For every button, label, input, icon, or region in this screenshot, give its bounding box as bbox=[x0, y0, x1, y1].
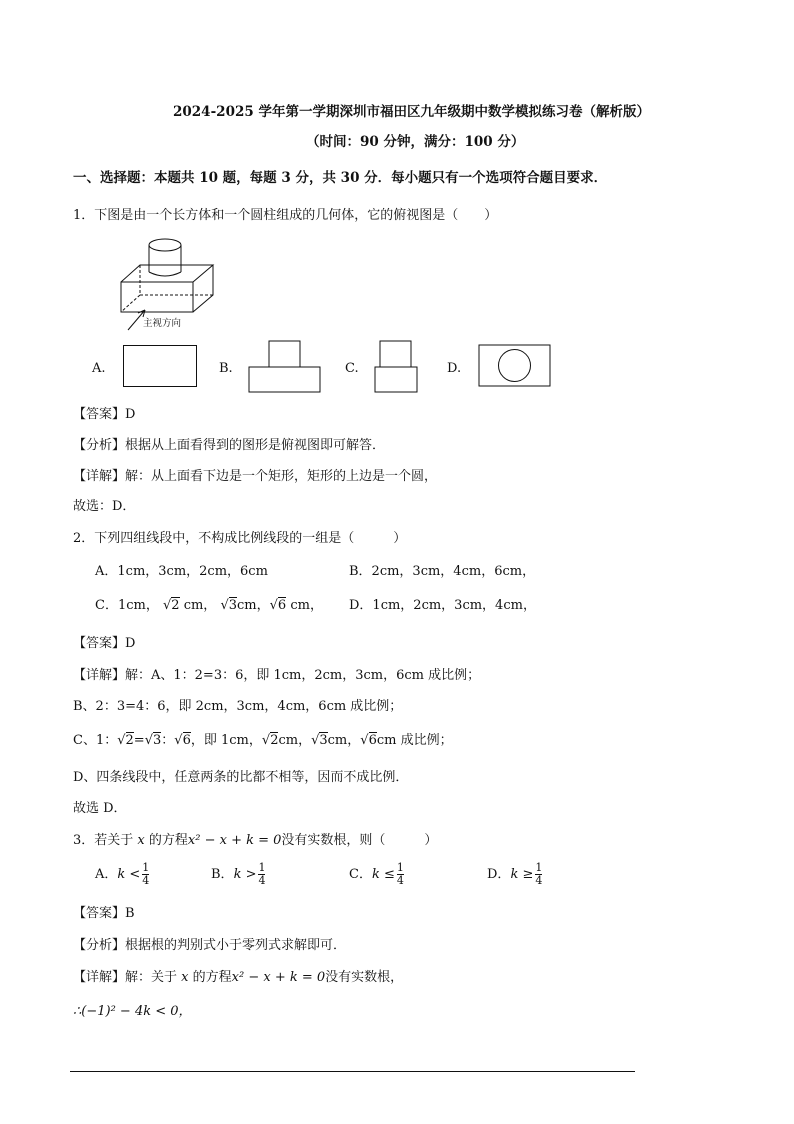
q2-detail-b: B、2：3=4：6，即 2cm，3cm，4cm，6cm 成比例； bbox=[73, 699, 403, 714]
option-label: D． bbox=[487, 866, 511, 882]
q2-option-b: B．2cm，3cm，4cm，6cm， bbox=[349, 564, 536, 579]
q1-option-a-figure bbox=[123, 345, 197, 387]
q2-conclusion: 故选 D． bbox=[73, 801, 127, 816]
fraction bbox=[258, 862, 265, 886]
q1-option-a-label: A. bbox=[92, 361, 106, 376]
sqrt-symbol: √ bbox=[174, 733, 183, 748]
q2-option-c bbox=[95, 599, 323, 612]
detail-c-mid: ，即 1cm， bbox=[190, 733, 262, 748]
unit-text: cm， bbox=[278, 733, 312, 748]
q1-conclusion: 故选：D． bbox=[73, 499, 136, 514]
variable-x: x bbox=[181, 970, 189, 985]
footer-rule bbox=[70, 1071, 635, 1072]
detail-c-prefix: C、1： bbox=[73, 733, 118, 748]
q3-stem-prefix: 3．若关于 bbox=[73, 833, 134, 848]
numerator: 1 bbox=[535, 861, 543, 874]
sqrt-symbol: √ bbox=[261, 733, 271, 748]
option-label: A． bbox=[95, 866, 118, 882]
radicand: 2 bbox=[125, 733, 134, 748]
q3-detail bbox=[73, 971, 403, 984]
view-direction-caption: 主视方向 bbox=[143, 318, 182, 329]
sqrt-symbol: √ bbox=[117, 733, 126, 748]
q1-option-b-label: B. bbox=[219, 361, 233, 376]
q2-answer: 【答案】D bbox=[73, 636, 136, 651]
q3-stem-mid: 的方程 bbox=[148, 833, 188, 848]
q3-stem-suffix: 没有实数根，则（ ） bbox=[281, 833, 438, 848]
radicand: 6 bbox=[277, 598, 287, 613]
q1-stem: 1．下图是由一个长方体和一个圆柱组成的几何体，它的俯视图是（ ） bbox=[73, 208, 498, 223]
q3-therefore: ∴(−1)² − 4k < 0， bbox=[73, 1004, 192, 1019]
q3-option-c bbox=[349, 862, 404, 886]
variable-x: x bbox=[137, 833, 145, 848]
unit-text: cm， bbox=[237, 598, 270, 613]
denominator: 4 bbox=[535, 873, 543, 887]
numerator: 1 bbox=[396, 861, 404, 874]
q3-option-b bbox=[211, 862, 265, 886]
section-heading: 一、选择题：本题共 10 题，每题 3 分，共 30 分．每小题只有一个选项符合题目要求． bbox=[73, 170, 608, 186]
option-relation: k < bbox=[117, 866, 141, 882]
colon-sign: ： bbox=[161, 733, 175, 748]
q2-option-c-prefix: C．1cm， bbox=[95, 598, 159, 613]
q2-stem: 2．下列四组线段中，不构成比例线段的一组是（ ） bbox=[73, 531, 407, 546]
radicand: 6 bbox=[368, 733, 377, 748]
sqrt-symbol: √ bbox=[162, 598, 172, 613]
q2-option-d: D．1cm，2cm，3cm，4cm， bbox=[349, 598, 536, 613]
q2-option-a: A．1cm，3cm，2cm，6cm bbox=[95, 564, 268, 579]
q3-option-a bbox=[95, 862, 149, 886]
unit-text: cm， bbox=[327, 733, 361, 748]
option-relation: k > bbox=[233, 866, 257, 882]
option-relation: k ≤ bbox=[371, 866, 395, 882]
sqrt-symbol: √ bbox=[360, 733, 369, 748]
q1-answer: 【答案】D bbox=[73, 407, 136, 422]
q3-answer: 【答案】B bbox=[73, 906, 135, 921]
denominator: 4 bbox=[258, 873, 266, 887]
q1-detail: 【详解】解：从上面看下边是一个矩形，矩形的上边是一个圆， bbox=[73, 469, 438, 484]
detail-c-end: cm 成比例； bbox=[376, 733, 453, 748]
fraction bbox=[535, 862, 542, 886]
equals-sign: = bbox=[133, 733, 145, 748]
option-relation: k ≥ bbox=[510, 866, 534, 882]
q2-detail-d: D、四条线段中，任意两条的比都不相等，因而不成比例． bbox=[73, 770, 409, 785]
sqrt-symbol: √ bbox=[144, 733, 153, 748]
denominator: 4 bbox=[142, 873, 150, 887]
q1-option-b-figure bbox=[248, 340, 323, 394]
denominator: 4 bbox=[396, 873, 404, 887]
radicand: 2 bbox=[270, 733, 279, 748]
q2-detail-a: 【详解】解：A、1：2=3：6，即 1cm，2cm，3cm，6cm 成比例； bbox=[73, 668, 481, 683]
q1-option-d-figure bbox=[478, 344, 552, 388]
radicand: 6 bbox=[182, 733, 191, 748]
q3-detail-suffix: 没有实数根， bbox=[325, 970, 404, 985]
q3-stem bbox=[73, 834, 437, 847]
option-label: C． bbox=[349, 866, 372, 882]
q1-option-c-label: C. bbox=[345, 361, 359, 376]
radicand: 3 bbox=[153, 733, 162, 748]
unit-text: cm， bbox=[183, 598, 217, 613]
q3-equation: x² − x + k = 0 bbox=[187, 833, 282, 848]
q1-analysis: 【分析】根据从上面看得到的图形是俯视图即可解答． bbox=[73, 438, 386, 453]
q1-option-c-figure bbox=[374, 340, 420, 394]
fraction bbox=[397, 862, 404, 886]
q3-detail-equation: x² − x + k = 0 bbox=[231, 970, 326, 985]
sqrt-symbol: √ bbox=[269, 598, 278, 613]
q2-detail-c bbox=[73, 734, 453, 747]
unit-text: cm， bbox=[290, 598, 323, 613]
q3-detail-mid: 的方程 bbox=[192, 970, 232, 985]
option-label: B． bbox=[211, 866, 234, 882]
sqrt-symbol: √ bbox=[311, 733, 320, 748]
radicand: 3 bbox=[319, 733, 328, 748]
q3-analysis: 【分析】根据根的判别式小于零列式求解即可． bbox=[73, 938, 347, 953]
radicand: 3 bbox=[228, 598, 238, 613]
page-title: 2024-2025 学年第一学期深圳市福田区九年级期中数学模拟练习卷（解析版） bbox=[173, 104, 650, 120]
q1-option-d-label: D. bbox=[447, 361, 462, 376]
radicand: 2 bbox=[171, 598, 180, 613]
page-subtitle: （时间：90 分钟，满分：100 分） bbox=[306, 134, 525, 150]
fraction bbox=[142, 862, 149, 886]
numerator: 1 bbox=[142, 861, 150, 874]
sqrt-symbol: √ bbox=[220, 598, 229, 613]
numerator: 1 bbox=[258, 861, 266, 874]
q3-detail-prefix: 【详解】解：关于 bbox=[73, 970, 178, 985]
q3-option-d bbox=[487, 862, 542, 886]
